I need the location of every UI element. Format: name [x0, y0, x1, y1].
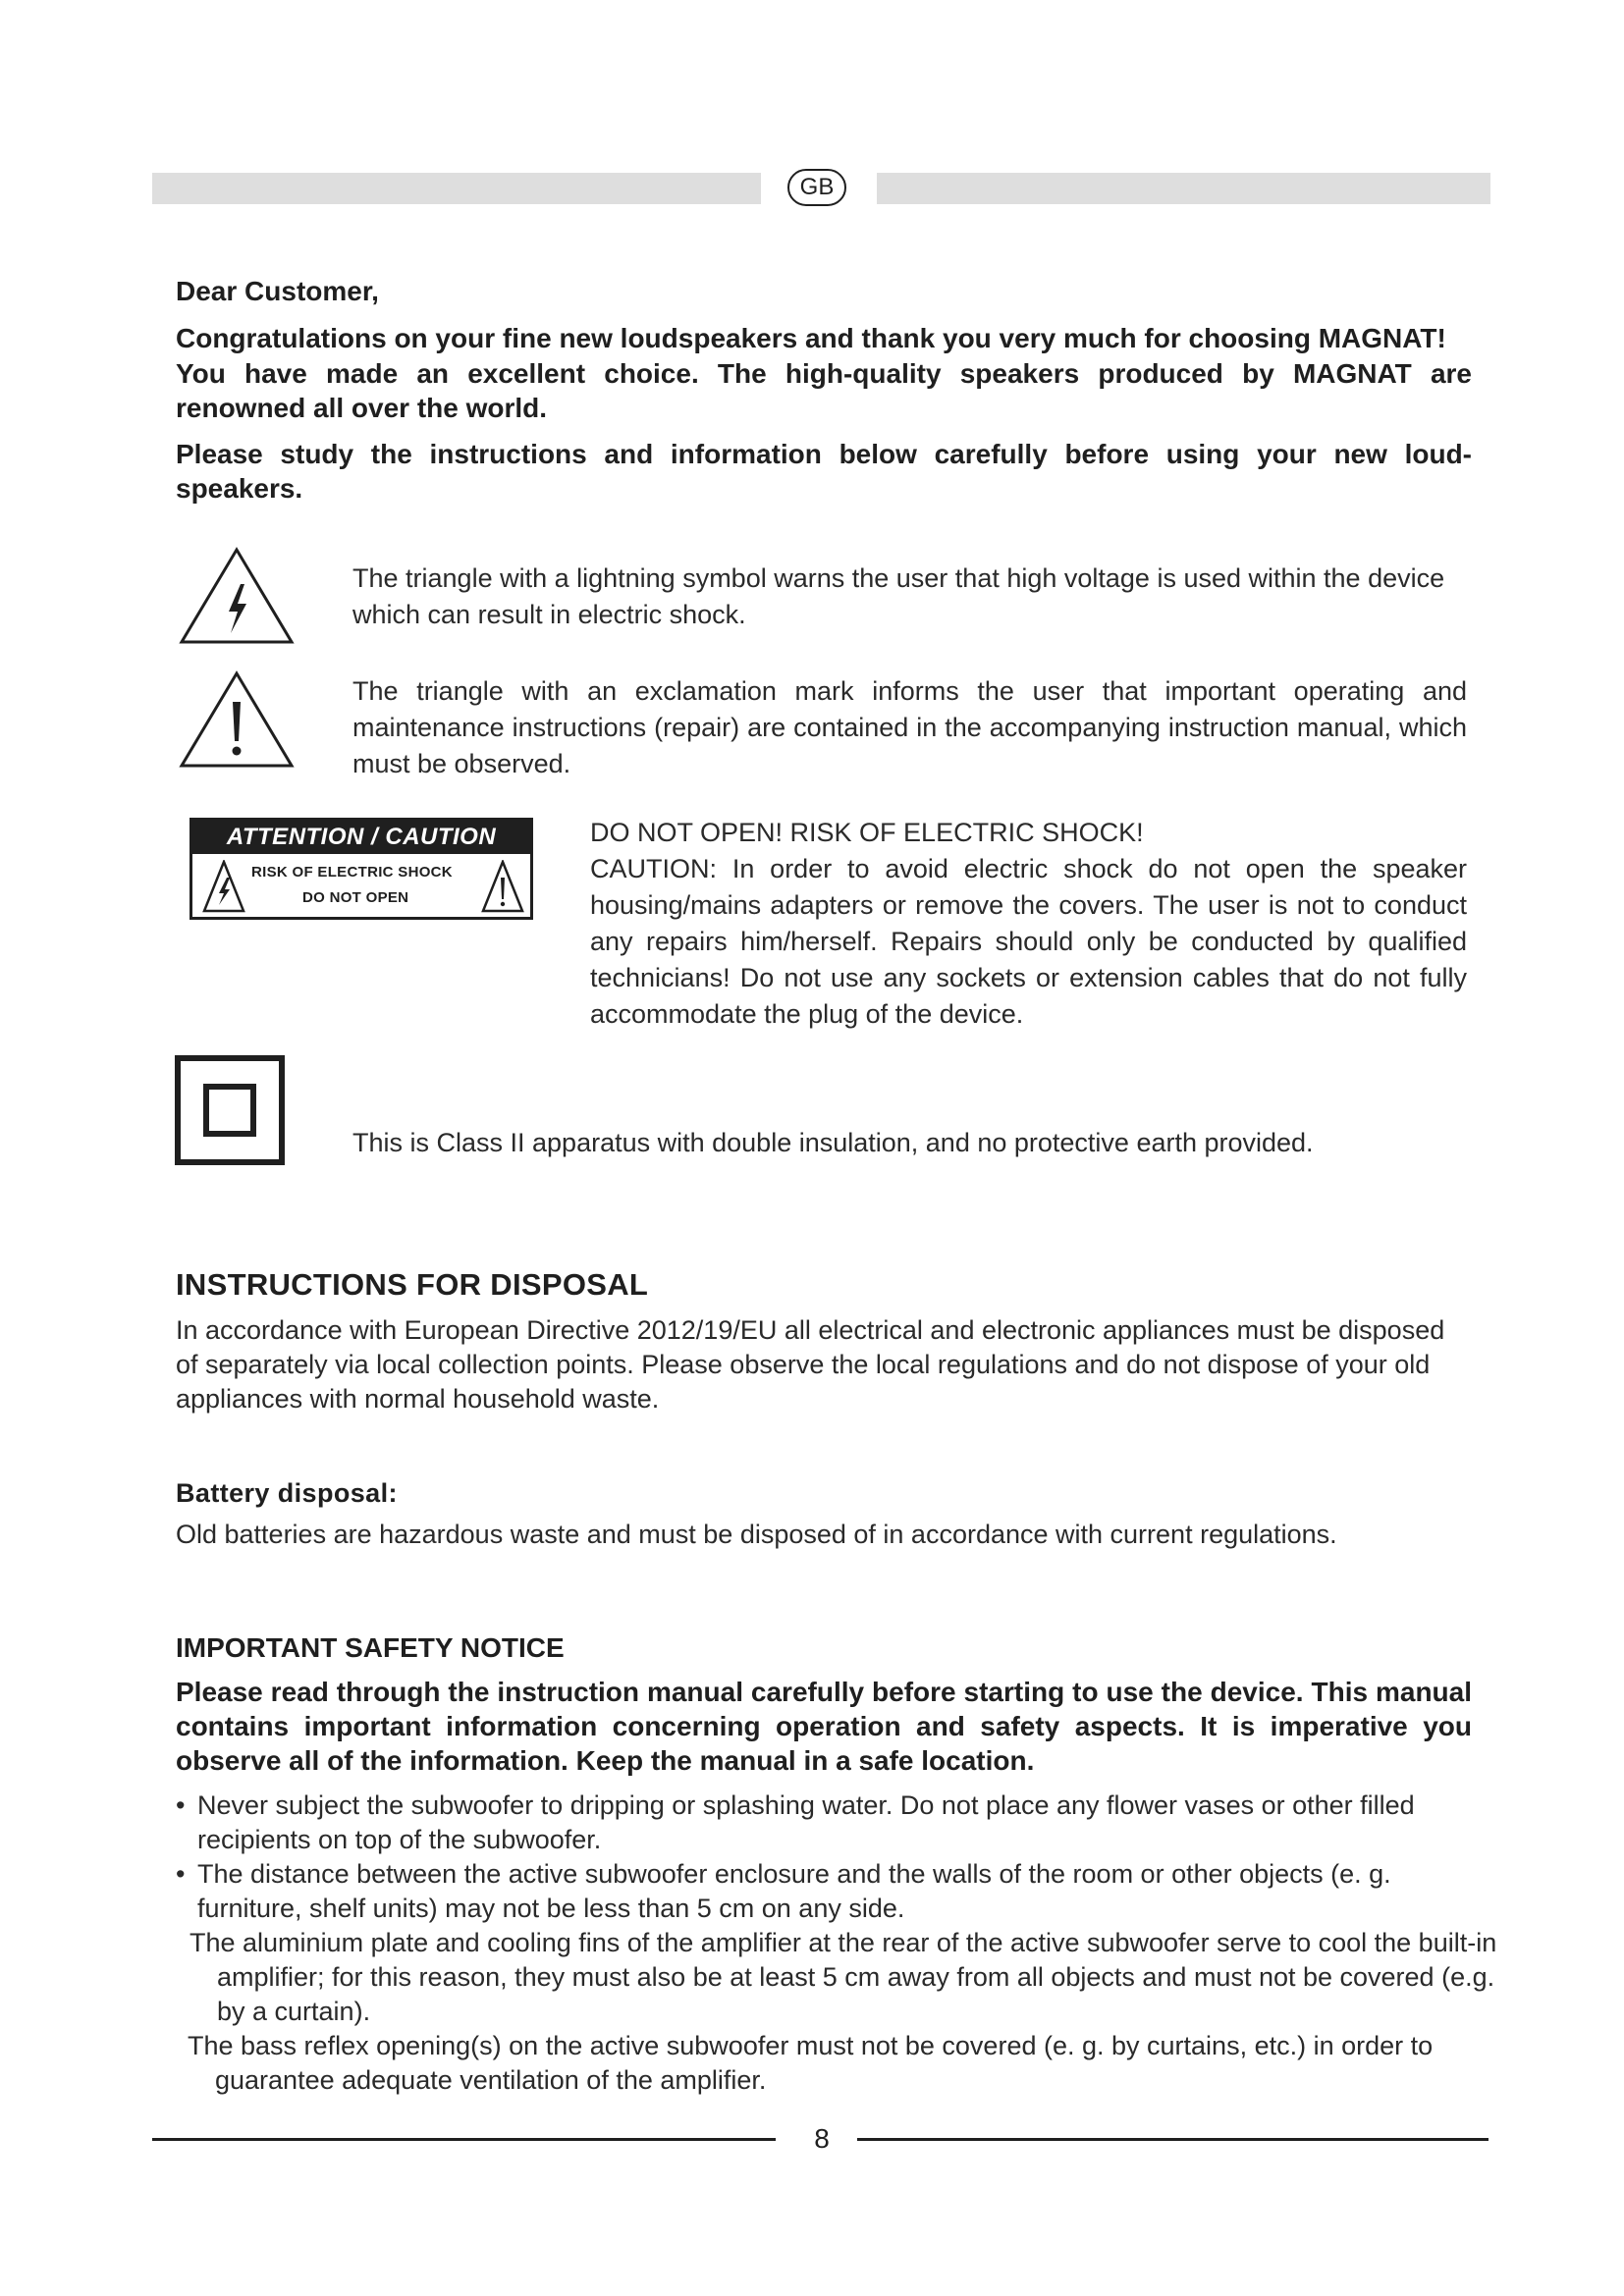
lightning-warning-icon [178, 547, 296, 645]
caution-body: CAUTION: In order to avoid electric shock do not open the speaker housing/mains adapters or remove the covers. The user is not to conduct any repairs him/herself. Repairs should only be conducted by qualified technicians! Do not use any sockets or extension cables that do not fully accommodate the plug of the device. [590, 854, 1467, 1029]
intro-congratulations: Congratulations on your fine new loudspeakers and thank you very much for choosing MAGNAT! [176, 323, 1446, 353]
salutation: Dear Customer, [176, 276, 379, 306]
battery-disposal-body: Old batteries are hazardous waste and must be disposed of in accordance with current regulations. [176, 1520, 1337, 1549]
lightning-warning-text: The triangle with a lightning symbol warns the user that high voltage is used within the device which can result in electric shock. [352, 563, 1445, 629]
exclamation-warning-text: The triangle with an exclamation mark informs the user that important operating and maintenance instructions (repair) are contained in the accompanying instruction manual, which must be observed. [352, 676, 1467, 778]
caution-heading: DO NOT OPEN! RISK OF ELECTRIC SHOCK! [590, 818, 1144, 847]
intro-excellent-choice: You have made an excellent choice. The high-quality speakers produced by MAGNAT are renowned all over the world. [176, 358, 1472, 423]
bullet-marker: • [176, 1859, 186, 1889]
intro-study-instructions: Please study the instructions and information below carefully before using your new loud-speakers. [176, 439, 1472, 504]
safety-bullet-text: The aluminium plate and cooling fins of the amplifier at the rear of the active subwoofer serve to cool the built-in amplifier; for this reason, they must also be at least 5 cm away from all objects and must not be covered (e.g. by a curtain). [189, 1928, 1497, 2026]
safety-intro: Please read through the instruction manual carefully before starting to use the device. This manual contains important information concerning operation and safety aspects. It is imperative you observe all of the information. Keep the manual in a safe location. [176, 1677, 1472, 1776]
caution-label-exclamation-icon [481, 860, 524, 913]
class-ii-text: This is Class II apparatus with double insulation, and no protective earth provided. [352, 1128, 1314, 1157]
caution-label-lightning-icon [202, 860, 245, 913]
class-ii-double-insulation-icon [175, 1055, 285, 1165]
battery-disposal-heading: Battery disposal: [176, 1478, 398, 1508]
footer-rule-right [857, 2138, 1489, 2141]
caution-label-line2: DO NOT OPEN [302, 889, 409, 906]
safety-bullet-text: The bass reflex opening(s) on the active subwoofer must not be covered (e. g. by curtains, etc.) in order to guarantee adequate ventilation of the amplifier. [188, 2031, 1434, 2095]
caution-label [189, 818, 533, 920]
language-badge: GB [787, 169, 846, 206]
exclamation-warning-icon [178, 670, 296, 769]
safety-heading: IMPORTANT SAFETY NOTICE [176, 1632, 565, 1663]
page-number: 8 [814, 2123, 830, 2154]
footer-rule-left [152, 2138, 776, 2141]
header-band-left [152, 173, 761, 204]
safety-bullet-item [176, 1789, 1472, 1857]
caution-label-title: ATTENTION / CAUTION [192, 821, 530, 854]
caution-text-block [590, 815, 1467, 1033]
disposal-heading: INSTRUCTIONS FOR DISPOSAL [176, 1267, 649, 1302]
safety-bullet-text: The distance between the active subwoofer enclosure and the walls of the room or other objects (e. g. furniture, shelf units) may not be less than 5 cm on any side. [197, 1859, 1391, 1923]
header-band-right [877, 173, 1490, 204]
safety-bullet-item [176, 1857, 1472, 1926]
bullet-marker: • [176, 1790, 186, 1820]
disposal-body: In accordance with European Directive 2012/19/EU all electrical and electronic appliances must be disposed of separately via local collection points. Please observe the local regulations and do not dispose of your old appliances with normal household waste. [176, 1315, 1445, 1414]
safety-bullet-text: Never subject the subwoofer to dripping or splashing water. Do not place any flower vases or other filled recipients on top of the subwoofer. [197, 1790, 1415, 1854]
caution-label-line1: RISK OF ELECTRIC SHOCK [251, 864, 453, 881]
